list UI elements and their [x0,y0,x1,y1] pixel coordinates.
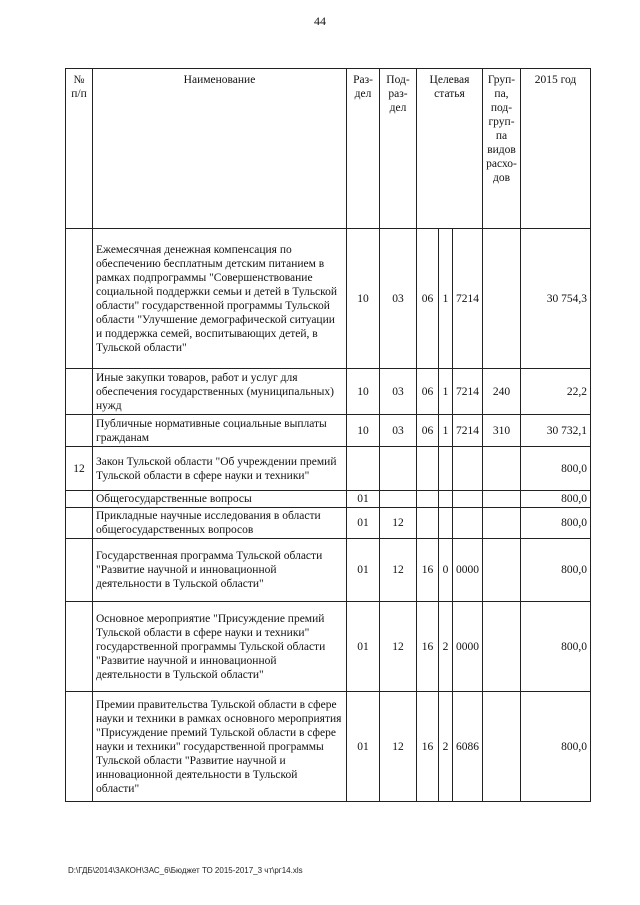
table-row [66,692,591,802]
row-num-cell [66,229,93,369]
row-target-article-3-cell [453,491,483,508]
row-num-cell [66,539,93,602]
row-podrazdel-cell: 03 [380,229,417,369]
row-name-cell: Публичные нормативные социальные выплаты гражданам [93,415,347,447]
row-target-article-3-cell: 6086 [453,692,483,802]
row-razdel-cell: 01 [347,539,380,602]
row-target-article-2-cell: 2 [439,602,453,692]
row-target-article-2-cell [439,491,453,508]
row-podrazdel-cell [380,447,417,491]
row-podrazdel-cell: 12 [380,692,417,802]
table-row [66,415,591,447]
row-podrazdel-cell [380,491,417,508]
table-row [66,508,591,539]
row-target-article-2-cell: 0 [439,539,453,602]
row-num-cell [66,692,93,802]
row-target-article-1-cell: 16 [417,602,439,692]
header-num: № п/п [66,69,93,229]
row-gruppa-cell [483,508,521,539]
table-row [66,602,591,692]
row-gruppa-cell [483,602,521,692]
file-path-footer: D:\ГДБ\2014\ЗАКОН\ЗАС_6\Бюджет ТО 2015-2017_3 чт\рг14.xls [68,866,303,875]
row-podrazdel-cell: 03 [380,369,417,415]
row-name-cell: Прикладные научные исследования в области общегосударственных вопросов [93,508,347,539]
row-podrazdel-cell: 03 [380,415,417,447]
header-razdel: Раз-дел [347,69,380,229]
row-target-article-1-cell [417,447,439,491]
table-row [66,229,591,369]
row-gruppa-cell: 310 [483,415,521,447]
row-razdel-cell: 10 [347,369,380,415]
row-target-article-1-cell [417,491,439,508]
row-podrazdel-cell: 12 [380,508,417,539]
row-name-cell: Общегосударственные вопросы [93,491,347,508]
row-target-article-2-cell: 1 [439,369,453,415]
header-podrazdel: Под-раз-дел [380,69,417,229]
row-num-cell: 12 [66,447,93,491]
row-num-cell [66,369,93,415]
row-razdel-cell: 10 [347,229,380,369]
table-body [66,229,591,802]
row-target-article-1-cell [417,508,439,539]
table-row [66,447,591,491]
row-name-cell: Основное мероприятие "Присуждение премий Тульской области в сфере науки и техники" государственной программы Тульской области "Развитие научной и инновационной деятельности в Тульской области" [93,602,347,692]
header-celevaya-statya: Целевая статья [417,69,483,229]
row-gruppa-cell [483,692,521,802]
row-razdel-cell: 01 [347,692,380,802]
row-gruppa-cell [483,447,521,491]
row-amount-cell: 800,0 [521,539,591,602]
row-razdel-cell: 01 [347,602,380,692]
row-target-article-1-cell: 06 [417,369,439,415]
page-number: 44 [314,14,326,28]
table-row [66,369,591,415]
row-razdel-cell: 10 [347,415,380,447]
header-name: Наименование [93,69,347,229]
row-podrazdel-cell: 12 [380,602,417,692]
row-target-article-2-cell [439,447,453,491]
row-name-cell: Иные закупки товаров, работ и услуг для обеспечения государственных (муниципальных) нужд [93,369,347,415]
row-target-article-1-cell: 16 [417,539,439,602]
row-target-article-3-cell: 0000 [453,602,483,692]
row-amount-cell: 22,2 [521,369,591,415]
row-gruppa-cell [483,229,521,369]
row-razdel-cell: 01 [347,491,380,508]
row-gruppa-cell: 240 [483,369,521,415]
row-target-article-3-cell [453,508,483,539]
row-target-article-3-cell: 7214 [453,369,483,415]
row-target-article-2-cell: 2 [439,692,453,802]
row-amount-cell: 800,0 [521,491,591,508]
row-razdel-cell [347,447,380,491]
row-gruppa-cell [483,491,521,508]
row-target-article-3-cell: 7214 [453,415,483,447]
row-amount-cell: 30 754,3 [521,229,591,369]
row-num-cell [66,415,93,447]
row-target-article-1-cell: 16 [417,692,439,802]
row-name-cell: Ежемесячная денежная компенсация по обеспечению бесплатным детским питанием в рамках подпрограммы "Совершенствование социальной поддержки семьи и детей в Тульской области" государственной программы Тульской области "Улучшение демографической ситуации и поддержка семей, воспитывающих детей, в Тульской области" [93,229,347,369]
row-amount-cell: 800,0 [521,602,591,692]
row-target-article-3-cell: 7214 [453,229,483,369]
header-gruppa: Груп-па, под-груп-па видов расхо-дов [483,69,521,229]
row-amount-cell: 800,0 [521,692,591,802]
row-target-article-3-cell [453,447,483,491]
row-target-article-2-cell: 1 [439,415,453,447]
row-name-cell: Государственная программа Тульской области "Развитие научной и инновационной деятельности в Тульской области" [93,539,347,602]
row-target-article-2-cell [439,508,453,539]
row-target-article-2-cell: 1 [439,229,453,369]
row-target-article-3-cell: 0000 [453,539,483,602]
row-razdel-cell: 01 [347,508,380,539]
row-num-cell [66,602,93,692]
row-amount-cell: 30 732,1 [521,415,591,447]
row-target-article-1-cell: 06 [417,415,439,447]
row-podrazdel-cell: 12 [380,539,417,602]
row-amount-cell: 800,0 [521,447,591,491]
table-row [66,539,591,602]
row-target-article-1-cell: 06 [417,229,439,369]
row-gruppa-cell [483,539,521,602]
row-amount-cell: 800,0 [521,508,591,539]
row-name-cell: Премии правительства Тульской области в сфере науки и техники в рамках основного мероприятия "Присуждение премий Тульской области в сфере науки и техники" государственной программы Тульской области "Развитие научной и инновационной деятельности в Тульской области" [93,692,347,802]
table-header-row [66,69,591,229]
header-year: 2015 год [521,69,591,229]
row-num-cell [66,508,93,539]
table-row [66,491,591,508]
budget-table [65,68,591,802]
row-num-cell [66,491,93,508]
row-name-cell: Закон Тульской области "Об учреждении премий Тульской области в сфере науки и техники" [93,447,347,491]
